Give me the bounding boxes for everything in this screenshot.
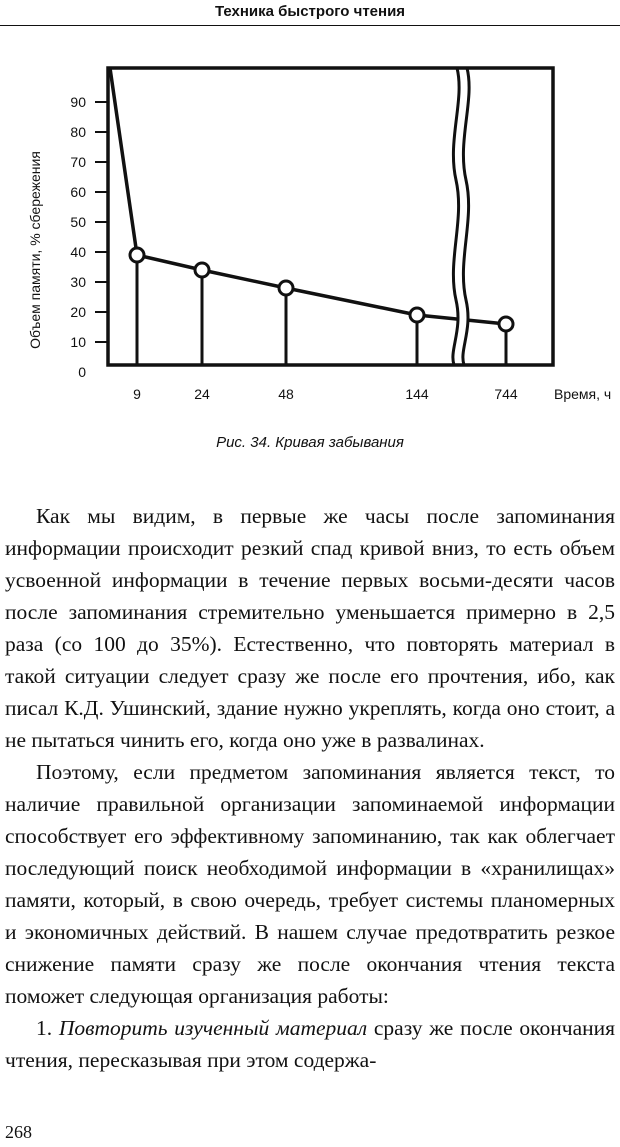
y-tick-label: 40 <box>70 244 86 260</box>
y-tick-label: 20 <box>70 304 86 320</box>
list-number: 1. <box>36 1016 59 1040</box>
y-tick-label: 60 <box>70 184 86 200</box>
y-axis-ticks <box>70 94 108 380</box>
forgetting-curve-chart <box>0 30 620 450</box>
list-item-emphasis: Повторить изученный материал <box>58 1016 368 1040</box>
paragraph: Поэтому, если предметом запоминания является текст, то наличие правильной организации запоминаемой информации способствует его эффективному запоминанию, так как облегчает последующий поиск необходимой информации в «хранилищах» памяти, который, в свою очередь, требует системы планомерных и экономичных действий. В нашем случае предотвратить резкое снижение памяти сразу же после окончания чтения текста поможет следующая организация работы: <box>5 760 615 1008</box>
data-point-marker <box>499 317 513 331</box>
page-number: 268 <box>5 1122 32 1142</box>
x-tick-label: 24 <box>194 386 210 402</box>
x-tick-label: 9 <box>133 386 141 402</box>
x-axis-ticks <box>133 386 518 402</box>
drop-lines <box>137 255 506 365</box>
body-text <box>5 500 615 1076</box>
x-axis-label: Время, ч <box>554 386 612 402</box>
x-tick-label: 48 <box>278 386 294 402</box>
header-rule <box>0 25 620 26</box>
y-tick-label: 50 <box>70 214 86 230</box>
running-header: Техника быстрого чтения <box>214 3 406 20</box>
y-tick-label: 0 <box>78 364 86 380</box>
paragraph: Как мы видим, в первые же часы после запоминания информации происходит резкий спад кривой вниз, то есть объем усвоенной информации в течение первых восьми-десяти часов после запоминания стремительно уменьшается примерно в 2,5 раза (со 100 до 35%). Естественно, что повторять материал в такой ситуации следует сразу же после его прочтения, ибо, как писал К.Д. Ушинский, здание нужно укреплять, когда оно стоит, а не пытаться чинить его, когда оно уже в развалинах. <box>5 504 615 752</box>
y-tick-label: 70 <box>70 154 86 170</box>
figure-caption: Рис. 34. Кривая забывания <box>216 434 404 451</box>
y-tick-label: 80 <box>70 124 86 140</box>
list-item <box>5 1012 615 1076</box>
list-item-text: сразу же после окончания чтения, пересказывая при этом содержа- <box>5 1016 616 1072</box>
y-axis-label: Объем памяти, % сбережения <box>27 151 43 349</box>
x-tick-label: 144 <box>405 386 429 402</box>
data-point-marker <box>279 281 293 295</box>
data-point-marker <box>195 263 209 277</box>
y-tick-label: 90 <box>70 94 86 110</box>
data-point-marker <box>130 248 144 262</box>
y-tick-label: 10 <box>70 334 86 350</box>
data-point-marker <box>410 308 424 322</box>
x-tick-label: 744 <box>494 386 518 402</box>
y-tick-label: 30 <box>70 274 86 290</box>
forgetting-curve-line <box>110 68 506 324</box>
